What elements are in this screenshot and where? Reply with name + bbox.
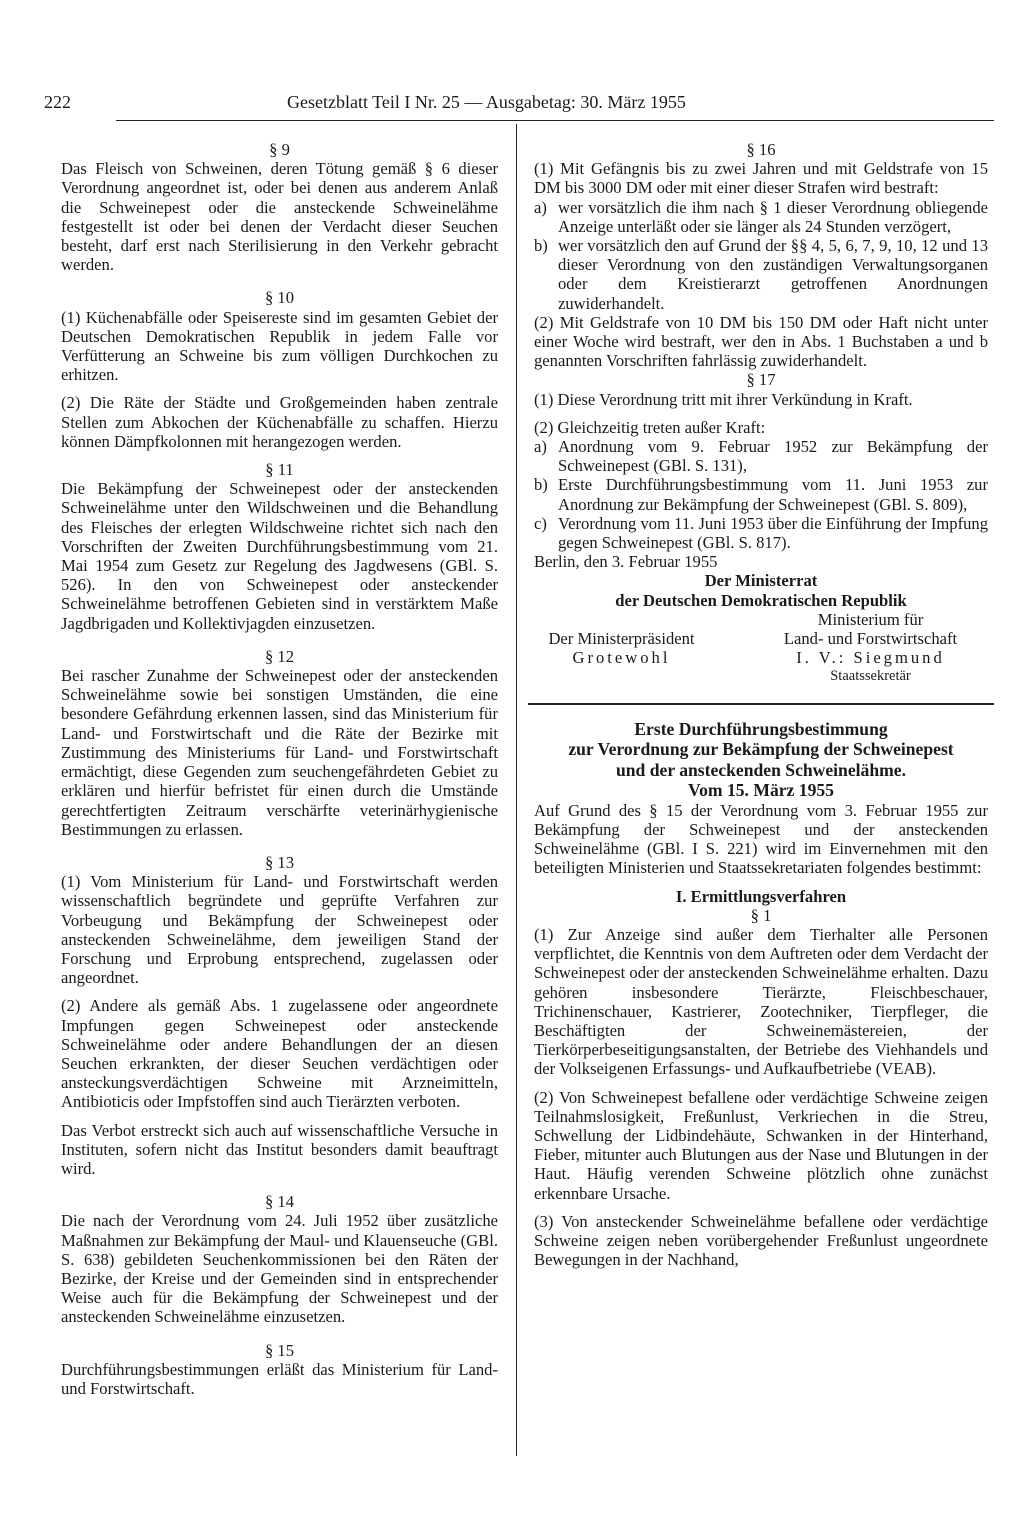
section-14-text: Die nach der Verordnung vom 24. Juli 1952 über zusätzliche Maßnahmen zur Bekämpfung der Maul- und Klauenseuche (GBl. S. 638) gebildeten Seuchenkommissionen bei den Räten der Bezirke, der Kreise und der Gemeinden sind in entsprechender Weise auch für die Bekämpfung der Schweinepest und der ansteckenden Schweinelähme einzusetzen.: [61, 1211, 498, 1327]
section-heading-12: § 12: [264, 646, 295, 666]
signer-role: Staatssekretär: [830, 668, 911, 685]
section-heading-14: § 14: [264, 1192, 295, 1212]
document-date: Vom 15. März 1955: [688, 780, 834, 801]
item-label: a): [534, 197, 547, 217]
section-17-para-1: (1) Diese Verordnung tritt mit ihrer Verkündung in Kraft.: [534, 389, 913, 409]
section-heading-17: § 17: [746, 370, 776, 390]
section-13-para-3: Das Verbot erstreckt sich auch auf wissenschaftliche Versuche in Instituten, sofern nicht das Institut besonders damit beauftragt wird.: [61, 1120, 498, 1178]
right-column: [534, 140, 988, 1269]
section-heading-13: § 13: [264, 852, 295, 872]
item-text: Anordnung vom 9. Februar 1952 zur Bekämpfung der Schweinepest (GBl. S. 131),: [558, 437, 988, 476]
page-number: 222: [44, 92, 71, 112]
section-heading-9: § 9: [269, 140, 290, 159]
section-13-para-1: (1) Vom Ministerium für Land- und Forstwirtschaft werden wissenschaftlich begründete und geprüfte Verfahren zur Vorbeugung und Bekämpfung der Schweinepest oder ansteckenden Schweinelähme, dem jeweiligen Stand der Forschung und Erprobung entsprechend, zugelassen oder angeordnet.: [61, 872, 498, 988]
ministry-line-1: Ministerium für: [817, 609, 924, 629]
section-9-text: Das Fleisch von Schweinen, deren Tötung gemäß § 6 dieser Verordnung angeordnet ist, oder bei denen aus anderem Anlaß die Schweinepest oder die ansteckende Schweinelähme festgestellt ist oder bei denen der Verdacht dieser Seuchen besteht, darf erst nach Sterilisierung in den Verkehr gebracht werden.: [61, 159, 498, 275]
document-title-2: zur Verordnung zur Bekämpfung der Schweinepest: [568, 739, 954, 760]
section-17-item-a: [534, 437, 988, 475]
item-label: b): [534, 236, 548, 256]
signer-name: I. V.: Siegmund: [796, 648, 945, 668]
section-16-para-1: (1) Mit Gefängnis bis zu zwei Jahren und mit Geldstrafe von 15 DM bis 3000 DM oder mit einer dieser Strafen wird bestraft:: [534, 159, 988, 198]
section-15-text: Durchführungsbestimmungen erläßt das Ministerium für Land- und Forstwirtschaft.: [61, 1359, 498, 1398]
section-1-para-2: (2) Von Schweinepest befallene oder verdächtige Schweine zeigen Teilnahmslosigkeit, Freßunlust, Verkriechen in die Streu, Schwellung der Lidbindehäute, Schwanken in der Hinterhand, Fieber, mitunter auch Blutungen aus der Nase und Blutungen in der Haut. Häufig verenden Schweine plötzlich ohne zunächst erkennbare Ursache.: [534, 1087, 988, 1203]
document-title-1: Erste Durchführungsbestimmung: [634, 718, 888, 739]
left-column: [61, 140, 498, 1398]
column-divider: [516, 124, 517, 1456]
ministry-line-2: Land- und Forstwirtschaft: [783, 629, 958, 649]
section-16-item-b: [534, 236, 988, 313]
item-text: Erste Durchführungsbestimmung vom 11. Juni 1953 zur Anordnung zur Bekämpfung der Schweinepest (GBl. S. 809),: [558, 475, 988, 514]
section-17-item-b: [534, 475, 988, 513]
item-text: wer vorsätzlich den auf Grund der §§ 4, 5, 6, 7, 9, 10, 12 und 13 dieser Verordnung von den zuständigen Verwaltungsorganen oder dem Kreistierarzt getroffenen Anordnungen zuwiderhandelt.: [558, 236, 988, 313]
place-date: Berlin, den 3. Februar 1955: [534, 552, 718, 572]
signature-right: [753, 610, 988, 687]
section-heading-16: § 16: [746, 140, 776, 159]
chapter-heading: I. Ermittlungsverfahren: [675, 886, 847, 906]
signer-name: Grotewohl: [572, 648, 671, 668]
signature-block: [534, 610, 988, 687]
item-text: Verordnung vom 11. Juni 1953 über die Einführung der Impfung gegen Schweinepest (GBl. S. 817).: [558, 513, 988, 553]
header-rule: [116, 120, 994, 121]
council-name-2: der Deutschen Demokratischen Republik: [615, 590, 907, 610]
item-text: wer vorsätzlich die ihm nach § 1 dieser Verordnung obliegende Anzeige unterläßt oder sie länger als 24 Stunden verzögert,: [558, 197, 988, 236]
section-10-para-2: (2) Die Räte der Städte und Großgemeinden haben zentrale Stellen zum Abkochen der Küchenabfälle zu schaffen. Hierzu können Dämpfkolonnen mit herangezogen werden.: [61, 393, 498, 451]
section-16-item-a: [534, 198, 988, 236]
section-heading-1: § 1: [750, 905, 772, 925]
item-label: b): [534, 475, 548, 495]
section-heading-15: § 15: [264, 1340, 295, 1360]
section-1-para-3: (3) Von ansteckender Schweinelähme befallene oder verdächtige Schweine zeigen neben vorübergehender Freßunlust ungeordnete Bewegungen in der Nachhand,: [534, 1211, 988, 1270]
section-17-item-c: [534, 514, 988, 552]
document-intro: Auf Grund des § 15 der Verordnung vom 3. Februar 1955 zur Bekämpfung der Schweinepest und der ansteckenden Schweinelähme (GBl. I S. 221) wird im Einvernehmen mit den beteiligten Ministerien und Staatssekretariaten folgendes bestimmt:: [534, 800, 988, 878]
section-13-para-2: (2) Andere als gemäß Abs. 1 zugelassene oder angeordnete Impfungen gegen Schweinepest oder ansteckende Schweinelähme oder andere Behandlungen der an diesen Seuchen erkrankten, der dieser Seuchen verdächtigen oder ansteckungsverdächtigen Schweine mit Arzneimitteln, Antibioticis oder Impfstoffen sind auch Tierärzten verboten.: [61, 996, 498, 1112]
document-title-3: und der ansteckenden Schweinelähme.: [615, 759, 906, 780]
section-17-para-2: (2) Gleichzeitig treten außer Kraft:: [534, 417, 766, 437]
section-16-para-2: (2) Mit Geldstrafe von 10 DM bis 150 DM oder Haft nicht unter einer Woche wird bestraft, wer den in Abs. 1 Buchstaben a und b genannten Vorschriften fahrlässig zuwiderhandelt.: [534, 312, 988, 371]
section-heading-11: § 11: [265, 460, 294, 480]
signer-title: Der Ministerpräsident: [548, 628, 695, 648]
running-title: Gesetzblatt Teil I Nr. 25 — Ausgabetag: 30. März 1955: [287, 92, 686, 112]
section-11-text: Die Bekämpfung der Schweinepest oder der ansteckenden Schweinelähme unter den Wildschweinen und die Behandlung des Fleisches der erlegten Wildschweine richtet sich nach den Vorschriften der Zweiten Durchführungsbestimmung vom 21. Mai 1954 zum Gesetz zur Regelung des Jagdwesens (GBl. S. 526). In den von Schweinepest oder ansteckender Schweinelähme betroffenen Gebieten sind in verstärktem Maße Jagdbrigaden und Kollektivjagden einzusetzen.: [61, 479, 498, 633]
council-name-1: Der Ministerrat: [704, 571, 818, 591]
section-heading-10: § 10: [264, 288, 295, 308]
document-divider: [528, 703, 994, 705]
section-10-para-1: (1) Küchenabfälle oder Speisereste sind im gesamten Gebiet der Deutschen Demokratischen Republik in jedem Falle vor Verfütterung an Schweine bis zum völligen Durchkochen zu erhitzen.: [61, 307, 498, 385]
item-label: c): [534, 513, 547, 533]
section-1-para-1: (1) Zur Anzeige sind außer dem Tierhalter alle Personen verpflichtet, die Kenntnis von dem Auftreten oder dem Verdacht der Schweinepest oder der ansteckenden Schweinelähme erhalten. Dazu gehören insbesondere Tierärzte, Fleischbeschauer, Trichinenschauer, Kastrierer, Zootechniker, Tierpfleger, die Beschäftigten der Schweinemästereien, der Tierkörperbeseitigungsanstalten, der Betriebe des Viehhandels und der Volkseigenen Erfassungs- und Aufkaufbetriebe (VEAB).: [534, 924, 988, 1079]
item-label: a): [534, 437, 547, 457]
signature-left: [534, 610, 709, 687]
section-12-text: Bei rascher Zunahme der Schweinepest oder der ansteckenden Schweinelähme sowie bei sonstigen Umständen, die eine besondere Gefährdung erkennen lassen, sind das Ministerium für Land- und Forstwirtschaft und die Räte der Bezirke mit Zustimmung des Ministeriums für Land- und Forstwirtschaft ermächtigt, diese Gegenden zum seuchengefährdeten Gebiet zu erklären und hierfür befristet für einen durch die Umstände gerechtfertigten Zeitraum verschärfte veterinärhygienische Bestimmungen zu erlassen.: [61, 666, 498, 839]
